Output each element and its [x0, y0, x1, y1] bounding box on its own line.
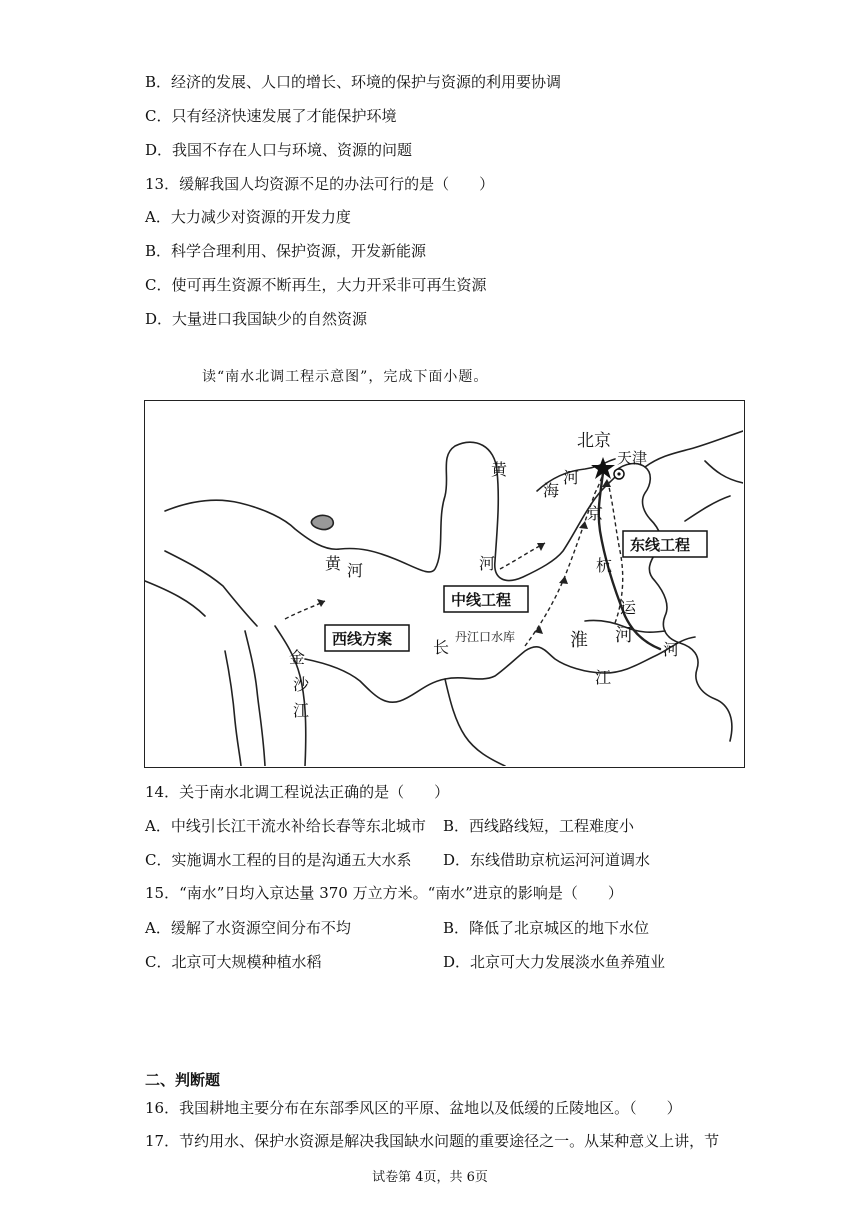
- label-hang: 杭: [596, 556, 613, 575]
- q15-option-b: B．降低了北京城区的地下水位: [443, 919, 650, 937]
- label-yun: 运: [620, 598, 637, 617]
- label-he-north: 河: [479, 554, 496, 573]
- label-jing: 京: [587, 504, 604, 523]
- q12-option-c: C．只有经济快速发展了才能保护环境: [145, 107, 397, 125]
- label-chang: 长: [433, 638, 450, 657]
- label-sha: 沙: [293, 675, 310, 694]
- label-haihe-2: 河: [563, 468, 580, 487]
- south-north-water-diversion-map: [144, 400, 745, 768]
- label-beijing: 北京: [577, 431, 611, 451]
- q14-option-b: B．西线路线短，工程难度小: [443, 817, 635, 835]
- q15-options-row-1: [145, 917, 650, 939]
- west-line-box: [325, 625, 409, 651]
- q17-stem: 17．节约用水、保护水资源是解决我国缺水问题的重要途径之一。从某种意义上讲，节: [145, 1132, 720, 1150]
- label-jiang: 江: [595, 668, 612, 687]
- label-jiang2: 江: [293, 701, 310, 720]
- label-middle-line: 中线工程: [451, 591, 512, 609]
- q15-options-row-2: [145, 951, 666, 973]
- label-tianjin: 天津: [617, 449, 648, 467]
- label-haihe-1: 海: [543, 481, 560, 500]
- label-he-canal: 河: [663, 640, 680, 659]
- q13-option-c: C．使可再生资源不断再生，大力开采非可再生资源: [145, 276, 487, 294]
- label-huanghe-west-1: 黄: [325, 554, 342, 573]
- q14-options-row-1: [145, 815, 635, 837]
- q13-option-b: B．科学合理利用、保护资源，开发新能源: [145, 242, 427, 260]
- page-footer: 试卷第 4页，共 6页: [372, 1170, 488, 1185]
- q14-option-a: A．中线引长江干流水补给长春等东北城市: [145, 817, 426, 835]
- q15-option-a: A．缓解了水资源空间分布不均: [145, 919, 351, 937]
- q13-option-a: A．大力减少对资源的开发力度: [145, 208, 351, 226]
- q16-stem: 16．我国耕地主要分布在东部季风区的平原、盆地以及低缓的丘陵地区。（ ）: [145, 1099, 682, 1117]
- label-east-line: 东线工程: [630, 536, 691, 554]
- east-line-box: [623, 531, 707, 557]
- q13-stem: 13．缓解我国人均资源不足的办法可行的是（ ）: [145, 175, 495, 193]
- q15-option-c: C．北京可大规模种植水稻: [145, 953, 322, 971]
- q14-options-row-2: [145, 849, 651, 871]
- middle-line-box: [444, 586, 528, 612]
- label-huai-he: 河: [615, 625, 633, 646]
- q14-option-c: C．实施调水工程的目的是沟通五大水系: [145, 851, 412, 869]
- q13-option-d: D．大量进口我国缺少的自然资源: [145, 310, 368, 328]
- section-heading: 二、判断题: [145, 1071, 221, 1089]
- q12-option-d: D．我国不存在人口与环境、资源的问题: [145, 141, 413, 159]
- map-caption: 读“南水北调工程示意图”，完成下面小题。: [202, 369, 489, 385]
- label-danjiangkou: 丹江口水库: [455, 630, 516, 644]
- q15-option-d: D．北京可大力发展淡水鱼养殖业: [443, 953, 666, 971]
- label-west-line: 西线方案: [332, 630, 393, 648]
- q14-option-d: D．东线借助京杭运河河道调水: [443, 851, 651, 869]
- map-figure: [145, 401, 743, 766]
- label-huang-north: 黄: [491, 460, 508, 479]
- label-huai: 淮: [570, 630, 588, 651]
- label-jin: 金: [289, 648, 306, 667]
- label-huanghe-west-2: 河: [347, 561, 364, 580]
- q14-stem: 14．关于南水北调工程说法正确的是（ ）: [145, 783, 450, 801]
- q12-option-b: B．经济的发展、人口的增长、环境的保护与资源的利用要协调: [145, 73, 562, 91]
- q15-stem: 15．“南水”日均入京达量 370 万立方米。“南水”进京的影响是（ ）: [145, 884, 623, 902]
